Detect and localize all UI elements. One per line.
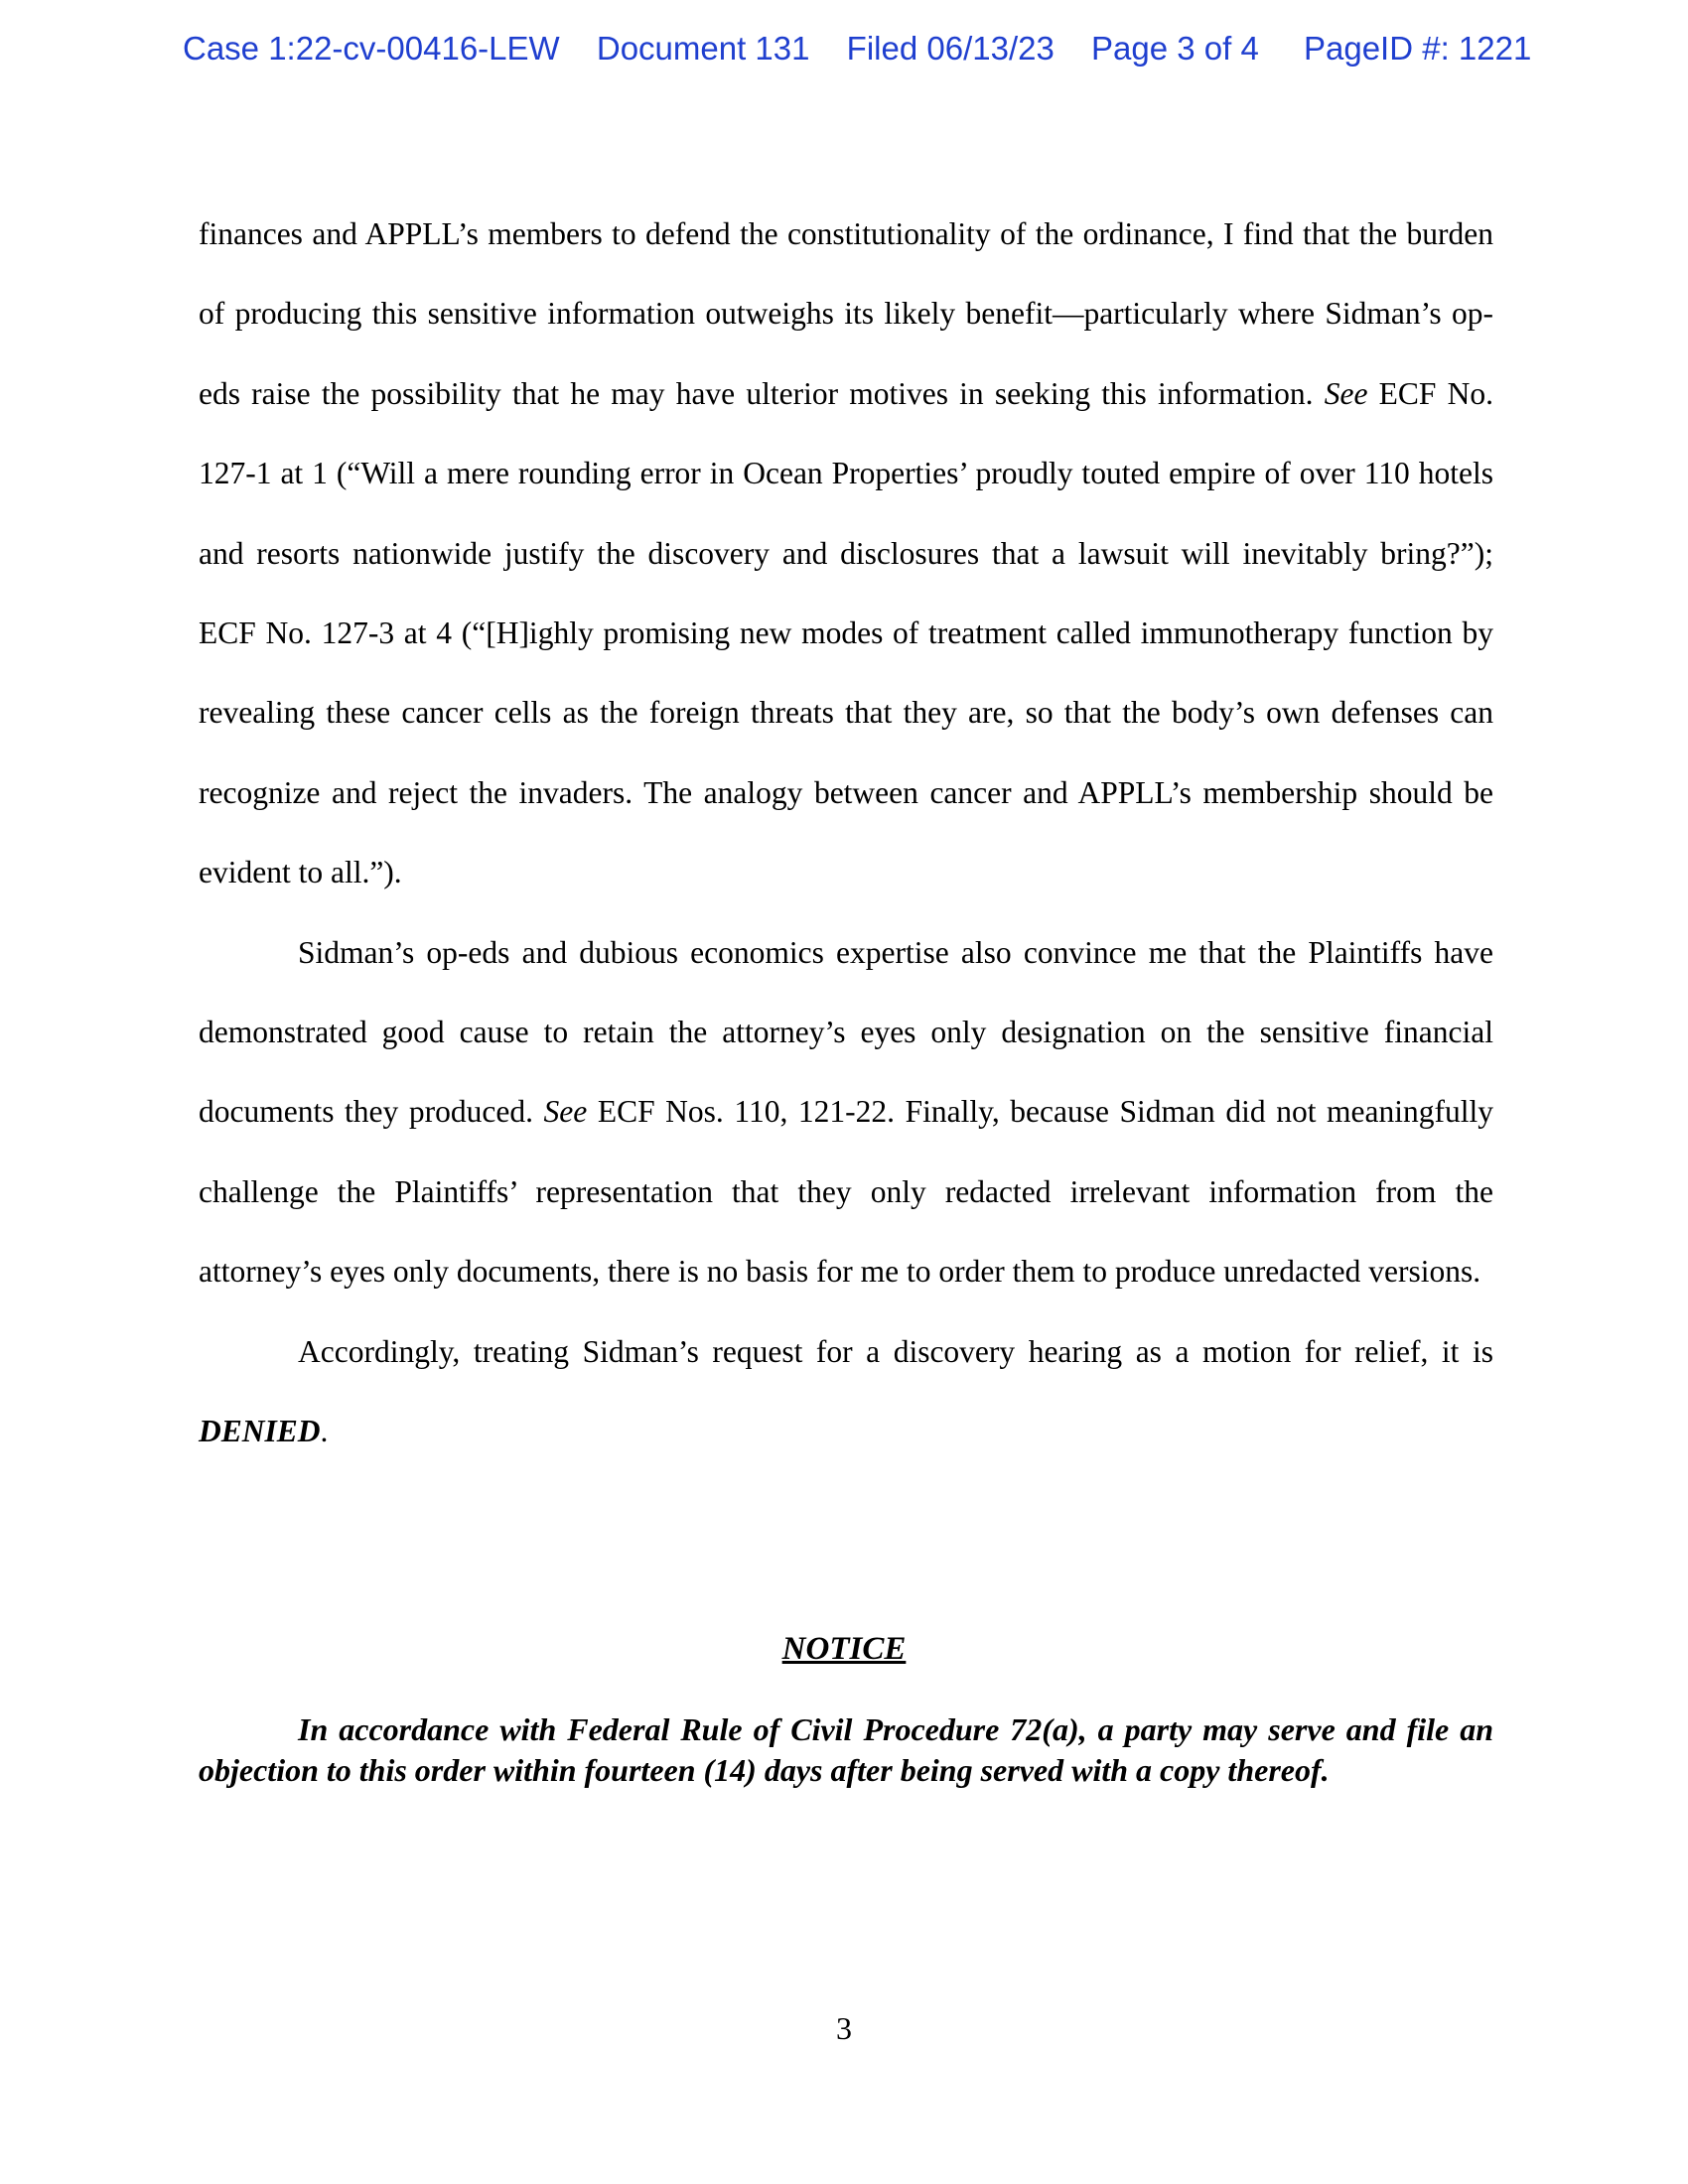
notice-heading: NOTICE — [781, 1631, 907, 1667]
paragraph-text: ECF Nos. 110, 121-22. Finally, because Sidman did not meaningfully challenge the Plaintiffs’ representation that they only redacted irrelevant information from the attorney’s eyes only documents, there is no basis for me to order them to produce unredacted versions. — [199, 1094, 1493, 1290]
paragraph-text: . — [320, 1414, 329, 1449]
page-id: PageID #: 1221 — [1303, 30, 1532, 67]
paragraph-text: Sidman’s op-eds and dubious economics expertise also convince me that the Plaintiffs have demonstrated good cause to retain the attorney’s eyes only designation on the sensitive financial documents they produced. — [199, 934, 1493, 1130]
case-number: Case 1:22-cv-00416-LEW — [183, 30, 560, 67]
paragraph-text: ECF No. 127-1 at 1 (“Will a mere rounding error in Ocean Properties’ proudly touted empire of over 110 hotels and resorts nationwide justify the discovery and disclosures that a lawsuit will inevitably bring?”); ECF No. 127-3 at 4 (“[H]ighly promising new modes of treatment called immunotherapy function by revealing these cancer cells as the foreign threats that they are, so that the body’s own defenses can recognize and reject the invaders. The analogy between cancer and APPLL’s membership should be evident to all.”). — [199, 375, 1493, 890]
citation-signal: See — [1324, 375, 1368, 411]
court-filing-header — [183, 30, 1532, 68]
paragraph-op-eds — [199, 913, 1493, 1312]
filed-date: Filed 06/13/23 — [846, 30, 1055, 67]
paragraph-ruling — [199, 1312, 1493, 1472]
paragraph-burden — [199, 195, 1493, 913]
citation-signal: See — [543, 1094, 588, 1130]
page-number: 3 — [836, 2010, 852, 2046]
ruling-denied: DENIED — [199, 1414, 321, 1449]
document-number: Document 131 — [596, 30, 810, 67]
paragraph-text: finances and APPLL’s members to defend the constitutionality of the ordinance, I find that the burden of producing this sensitive information outweighs its likely benefit—particularly where Sidman’s op-eds raise the possibility that he may have ulterior motives in seeking this information. — [199, 216, 1493, 411]
paragraph-text: Accordingly, treating Sidman’s request for a discovery hearing as a motion for relief, it is — [298, 1333, 1493, 1369]
page-indicator: Page 3 of 4 — [1091, 30, 1259, 67]
document-body — [199, 195, 1493, 1472]
notice-text: In accordance with Federal Rule of Civil Procedure 72(a), a party may serve and file an objection to this order within fourteen (14) days after being served with a copy thereof. — [199, 1711, 1493, 1788]
